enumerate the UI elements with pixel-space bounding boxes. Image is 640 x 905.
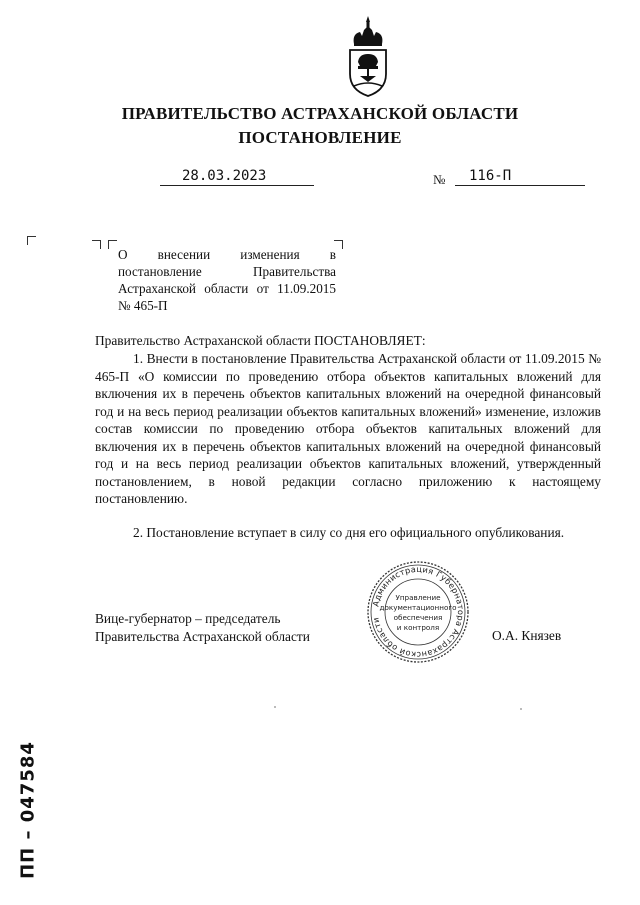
org-title: ПРАВИТЕЛЬСТВО АСТРАХАНСКОЙ ОБЛАСТИ	[121, 104, 519, 123]
signatory-title-line1: Вице-губернатор – председатель	[95, 611, 281, 626]
document-type: ПОСТАНОВЛЕНИЕ	[238, 128, 402, 147]
corner-mark	[108, 240, 117, 249]
stamp-line-1: Управление	[395, 593, 441, 602]
paragraph-2: 2. Постановление вступает в силу со дня его официального опубликования.	[133, 525, 565, 540]
preamble: Правительство Астраханской области ПОСТАНОВЛЯЕТ:	[95, 333, 426, 348]
scan-speck	[274, 706, 276, 708]
document-date: 28.03.2023	[160, 168, 314, 186]
side-serial-number	[14, 740, 42, 880]
corner-mark	[92, 240, 101, 249]
stamp-line-3: обеспечения	[393, 613, 443, 622]
document-subject: О внесении изменения в постановление Правительства Астраханской области от 11.09.2015 № 465-П	[118, 247, 336, 313]
stamp-ring-text: Администрация Губернатора Астраханской области	[370, 563, 467, 661]
side-serial-text: ПП – 047584	[17, 741, 39, 879]
coat-of-arms-icon	[346, 14, 390, 100]
signatory-title	[95, 610, 355, 646]
number-label: №	[433, 172, 446, 187]
stamp-seal	[366, 560, 470, 664]
scan-speck	[520, 708, 522, 710]
corner-mark	[27, 236, 36, 245]
stamp-line-2: документационного	[379, 603, 457, 612]
signatory-title-line2: Правительства Астраханской области	[95, 629, 310, 644]
document-number: 116-П	[455, 168, 585, 186]
signatory-name: О.А. Князев	[492, 628, 562, 643]
paragraph-1: 1. Внести в постановление Правительства Астраханской области от 11.09.2015 № 465-П «О комиссии по проведению отбора объектов капитальных вложений для включения их в перечень объектов капитальных вложений на очередной финансовый год и на весь период реализации объектов капитальных вложений» изменение, изложив состав комиссии по проведению отбора объектов капитальных вложений для включения их в перечень объектов капитальных вложений на очередной финансовый год и на весь период реализации объектов капитальных вложений, утвержденный постановлением, в новой редакции согласно приложению к настоящему постановлению.	[95, 351, 601, 506]
stamp-line-4: и контроля	[396, 623, 440, 632]
